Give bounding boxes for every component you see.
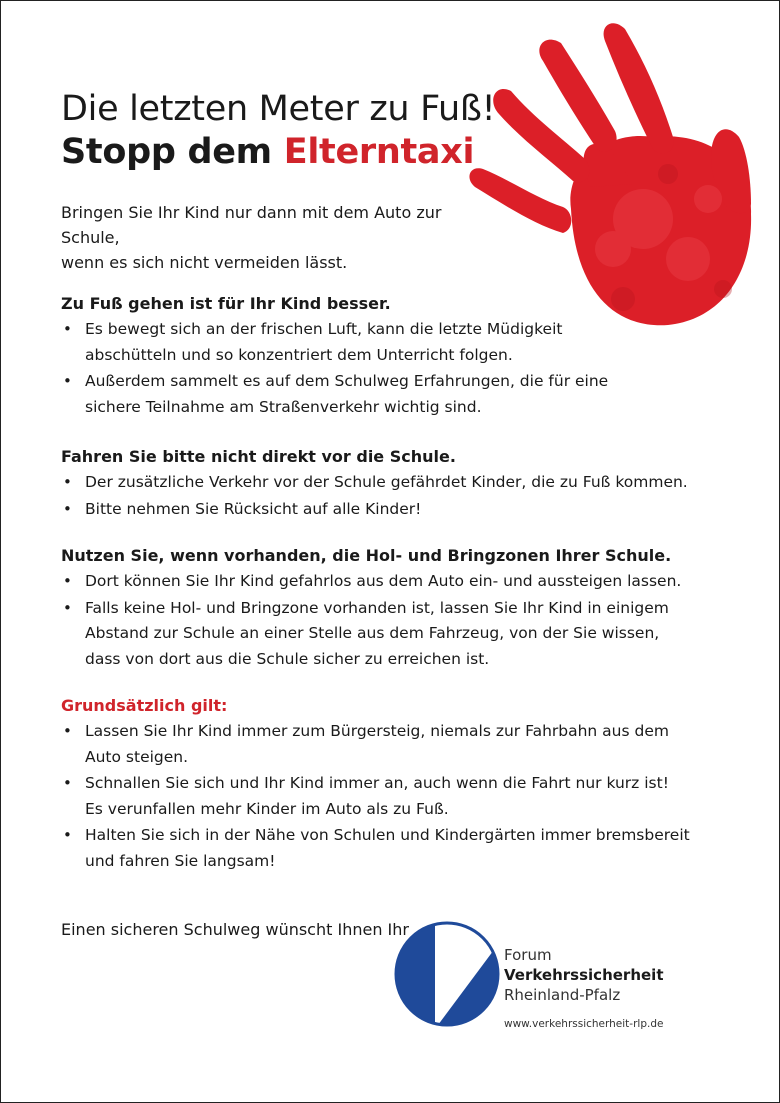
section-walking — [61, 291, 721, 421]
logo-text — [504, 945, 664, 1031]
section-heading: Grundsätzlich gilt: — [61, 696, 228, 715]
list-item-line: • Falls keine Hol- und Bringzone vorhanden ist, lassen Sie Ihr Kind in einigem — [85, 598, 669, 617]
bullet-list — [61, 317, 721, 420]
list-item — [61, 719, 721, 770]
forum-verkehrssicherheit-logo-icon — [392, 919, 502, 1029]
list-item-line: abschütteln und so konzentriert dem Unterricht folgen. — [85, 345, 513, 364]
list-item-line: • Es bewegt sich an der frischen Luft, kann die letzte Müdigkeit — [85, 320, 563, 338]
bullet-list — [61, 470, 721, 522]
bullet-list — [61, 719, 721, 874]
list-item-line: sichere Teilnahme am Straßenverkehr wichtig sind. — [85, 397, 482, 416]
list-item-line: dass von dort aus die Schule sicher zu erreichen ist. — [85, 649, 490, 668]
list-item-line: Abstand zur Schule an einer Stelle aus dem Fahrzeug, von der Sie wissen, — [85, 624, 660, 642]
section-heading: Nutzen Sie, wenn vorhanden, die Hol- und Bringzonen Ihrer Schule. — [61, 546, 672, 565]
list-item-line: und fahren Sie langsam! — [85, 851, 276, 870]
list-item — [61, 823, 721, 874]
list-item-line: • Lassen Sie Ihr Kind immer zum Bürgersteig, niemals zur Fahrbahn aus dem — [85, 722, 669, 740]
section-general-rules — [61, 693, 721, 875]
list-item — [61, 369, 721, 420]
section-no-direct-drive — [61, 444, 721, 523]
list-item-line: • Außerdem sammelt es auf dem Schulweg Erfahrungen, die für eine — [85, 372, 609, 390]
list-item-line: • Der zusätzliche Verkehr vor der Schule gefährdet Kinder, die zu Fuß kommen. — [85, 473, 688, 491]
list-item-line: • Halten Sie sich in der Nähe von Schulen und Kindergärten immer bremsbereit — [85, 826, 690, 844]
logo-line: Verkehrssicherheit — [504, 966, 664, 984]
closing-text: Einen sicheren Schulweg wünscht Ihnen Ihr — [61, 920, 409, 939]
bullet-list — [61, 569, 721, 672]
section-heading: Zu Fuß gehen ist für Ihr Kind besser. — [61, 294, 391, 313]
intro-text — [61, 200, 481, 275]
list-item — [61, 470, 721, 496]
page-title: Die letzten Meter zu Fuß! — [61, 89, 496, 129]
list-item-line: • Schnallen Sie sich und Ihr Kind immer an, auch wenn die Fahrt nur kurz ist! — [85, 774, 669, 792]
list-item-line: Es verunfallen mehr Kinder im Auto als zu Fuß. — [85, 799, 449, 818]
logo-line: Rheinland-Pfalz — [504, 986, 621, 1004]
list-item — [61, 596, 721, 673]
page-subtitle — [61, 132, 474, 172]
list-item — [61, 317, 721, 368]
list-item-line: • Bitte nehmen Sie Rücksicht auf alle Kinder! — [85, 499, 422, 518]
website-url: www.verkehrssicherheit-rlp.de — [504, 1018, 664, 1030]
subtitle-accent: Elterntaxi — [283, 132, 475, 172]
list-item-line: Auto steigen. — [85, 747, 189, 766]
section-drop-off-zones — [61, 543, 721, 673]
intro-line: wenn es sich nicht vermeiden lässt. — [61, 253, 348, 272]
list-item-line: • Dort können Sie Ihr Kind gefahrlos aus dem Auto ein- und aussteigen lassen. — [85, 572, 682, 590]
list-item — [61, 771, 721, 822]
subtitle-prefix: Stopp dem — [61, 132, 284, 172]
list-item — [61, 497, 721, 523]
logo-line: Forum — [504, 946, 552, 964]
list-item — [61, 569, 721, 595]
section-heading: Fahren Sie bitte nicht direkt vor die Schule. — [61, 447, 456, 466]
intro-line: Bringen Sie Ihr Kind nur dann mit dem Auto zur Schule, — [61, 203, 442, 247]
